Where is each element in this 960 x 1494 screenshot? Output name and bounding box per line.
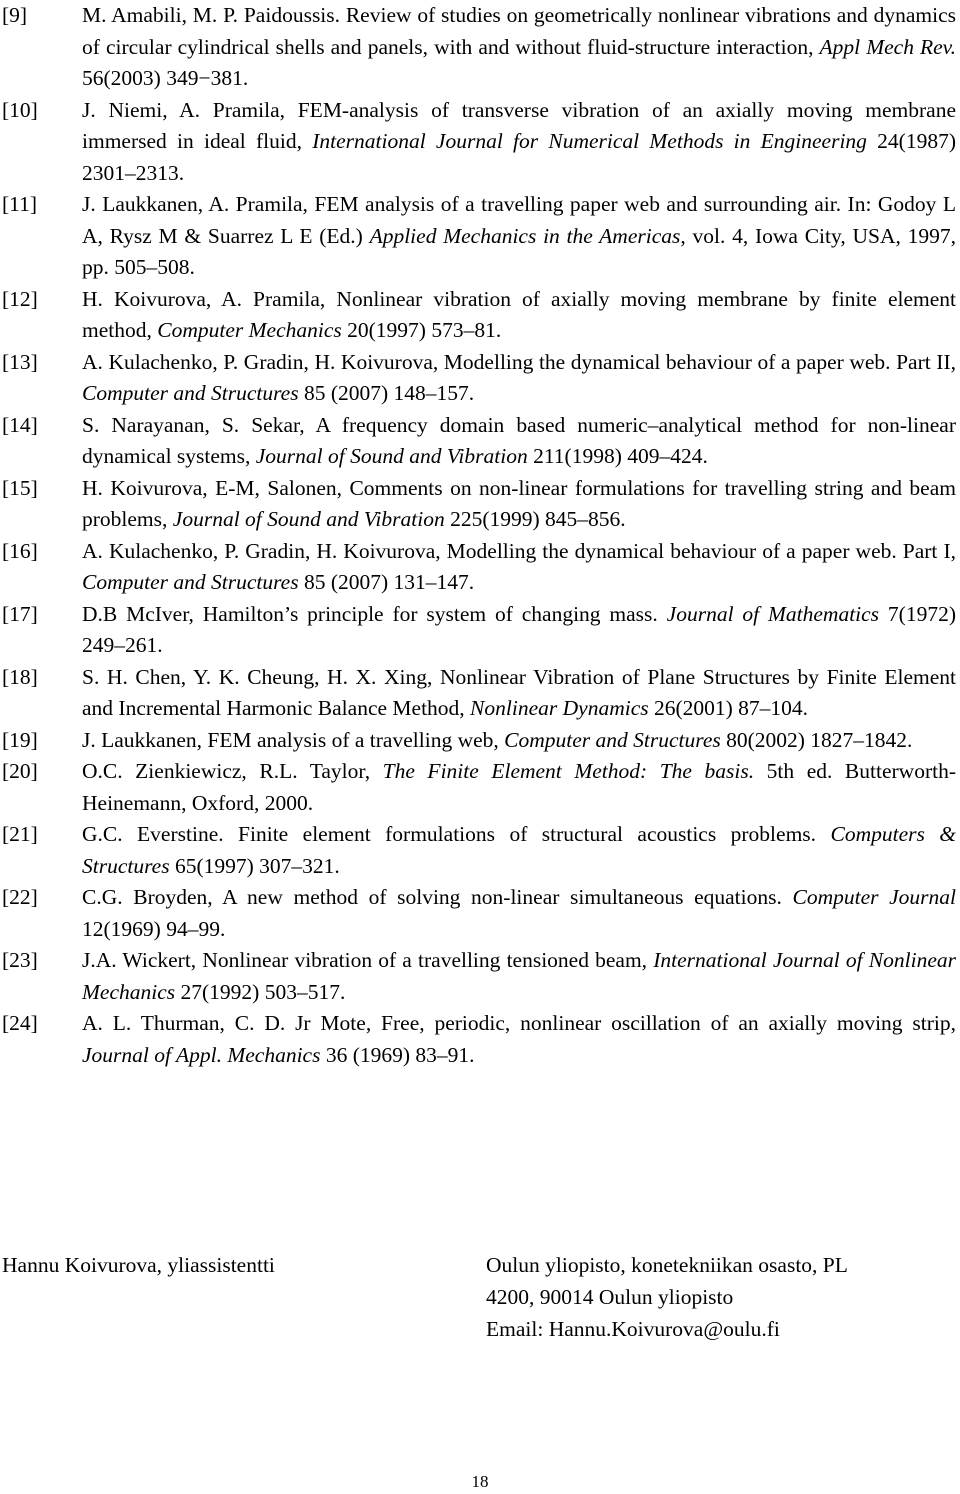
reference-item bbox=[2, 284, 956, 347]
reference-number: [23] bbox=[2, 948, 38, 972]
page-number: 18 bbox=[471, 1472, 489, 1491]
reference-item bbox=[2, 0, 956, 95]
reference-text-segment: 26(2001) 87–104. bbox=[648, 696, 809, 720]
reference-item bbox=[2, 536, 956, 599]
reference-number: [17] bbox=[2, 601, 38, 626]
reference-source-title: Journal of Appl. Mechanics bbox=[82, 1042, 321, 1067]
reference-text-segment: 225(1999) 845–856. bbox=[444, 507, 626, 531]
reference-text-segment: 65(1997) 307–321. bbox=[169, 853, 340, 878]
reference-item bbox=[2, 599, 956, 662]
reference-item bbox=[2, 410, 956, 473]
reference-text-segment: 36 (1969) 83–91. bbox=[320, 1042, 475, 1067]
reference-text-segment: , vol. 4, Iowa City, USA, 1997, pp. 505–508. bbox=[82, 223, 956, 279]
reference-item bbox=[2, 95, 956, 190]
reference-text-segment: 211(1998) 409–424. bbox=[527, 444, 708, 468]
reference-source-title: Journal of Sound and Vibration bbox=[255, 444, 528, 468]
reference-item bbox=[2, 189, 956, 284]
reference-text-segment: 85 (2007) 131–147. bbox=[298, 570, 475, 594]
reference-text bbox=[82, 662, 956, 725]
reference-text-segment: 5th ed. Butterworth-Heinemann, Oxford, 2000. bbox=[82, 759, 956, 815]
reference-item bbox=[2, 882, 956, 945]
reference-number: [22] bbox=[2, 885, 38, 909]
author-name: Hannu Koivurova, yliassistentti bbox=[2, 1253, 275, 1277]
reference-text-segment: 7(1972) 249–261. bbox=[82, 601, 956, 657]
reference-text-segment: 24(1987) 2301–2313. bbox=[82, 129, 956, 185]
reference-text-segment: A. L. Thurman, C. D. Jr Mote, Free, periodic, nonlinear oscillation of an axially moving strip, bbox=[82, 1011, 956, 1035]
email-line: Email: Hannu.Koivurova@oulu.fi bbox=[486, 1317, 780, 1341]
reference-item bbox=[2, 725, 956, 757]
reference-text-segment: 56(2003) 349−381. bbox=[82, 66, 249, 90]
reference-source-title: The Finite Element Method: The basis. bbox=[382, 759, 755, 783]
reference-number: [21] bbox=[2, 822, 38, 846]
reference-text bbox=[82, 473, 956, 536]
reference-text-segment: A. Kulachenko, P. Gradin, H. Koivurova, Modelling the dynamical behaviour of a paper web. Part II, bbox=[82, 349, 956, 374]
reference-text bbox=[82, 0, 956, 95]
reference-item bbox=[2, 945, 956, 1008]
reference-source-title: Applied Mechanics in the Americas bbox=[369, 223, 681, 248]
reference-source-title: Computer Journal bbox=[792, 885, 957, 909]
reference-source-title: Computer and Structures bbox=[82, 381, 299, 405]
reference-number: [20] bbox=[2, 759, 38, 783]
reference-number: [15] bbox=[2, 475, 38, 500]
reference-text-segment: H. Koivurova, E-M, Salonen, Comments on non-linear formulations for travelling string and beam problems, bbox=[82, 475, 956, 531]
reference-number: [9] bbox=[2, 3, 28, 27]
reference-text-segment: D.B McIver, Hamilton’s principle for system of changing mass. bbox=[82, 601, 667, 626]
address-line-1: Oulun yliopisto, konetekniikan osasto, PL bbox=[486, 1253, 848, 1277]
reference-text bbox=[82, 756, 956, 819]
reference-text-segment: O.C. Zienkiewicz, R.L. Taylor, bbox=[82, 759, 383, 783]
reference-text bbox=[82, 410, 956, 473]
reference-item bbox=[2, 347, 956, 410]
author-address bbox=[486, 1249, 956, 1345]
reference-source-title: Journal of Mathematics bbox=[666, 601, 880, 626]
reference-source-title: Journal of Sound and Vibration bbox=[172, 507, 445, 531]
reference-item bbox=[2, 662, 956, 725]
reference-source-title: Computer and Structures bbox=[82, 570, 299, 594]
reference-text bbox=[82, 347, 956, 410]
reference-number: [18] bbox=[2, 664, 38, 689]
reference-text-segment: J.A. Wickert, Nonlinear vibration of a travelling tensioned beam, bbox=[82, 948, 654, 972]
reference-number: [12] bbox=[2, 286, 38, 311]
reference-text bbox=[82, 95, 956, 190]
reference-text bbox=[82, 1008, 956, 1071]
reference-number: [13] bbox=[2, 349, 38, 374]
reference-source-title: Nonlinear Dynamics bbox=[470, 696, 649, 720]
reference-text-segment: J. Niemi, A. Pramila, FEM-analysis of transverse vibration of an axially moving membrane immersed in ideal fluid, bbox=[82, 97, 956, 153]
reference-source-title: International Journal for Numerical Methods in Engineering bbox=[312, 129, 867, 153]
reference-text-segment: G.C. Everstine. Finite element formulations of structural acoustics problems. bbox=[82, 822, 831, 846]
reference-text-segment: S. Narayanan, S. Sekar, A frequency domain based numeric–analytical method for non-linear dynamical systems, bbox=[82, 412, 956, 468]
reference-number: [24] bbox=[2, 1011, 38, 1035]
reference-text-segment: 20(1997) 573–81. bbox=[341, 318, 502, 342]
reference-source-title: Computers & Structures bbox=[82, 822, 957, 878]
reference-text-segment: H. Koivurova, A. Pramila, Nonlinear vibration of axially moving membrane by finite element method, bbox=[82, 286, 956, 342]
reference-item bbox=[2, 756, 956, 819]
reference-text-segment: 12(1969) 94–99. bbox=[82, 916, 226, 941]
reference-source-title: Computer and Structures bbox=[504, 727, 721, 752]
reference-item bbox=[2, 1008, 956, 1071]
reference-text bbox=[82, 284, 956, 347]
reference-source-title: International Journal of Nonlinear Mechanics bbox=[82, 948, 956, 1004]
reference-text bbox=[82, 882, 956, 945]
reference-text bbox=[82, 536, 956, 599]
reference-text-segment: S. H. Chen, Y. K. Cheung, H. X. Xing, Nonlinear Vibration of Plane Structures by Finite Element and Incremental Harmonic Balance Method, bbox=[82, 664, 956, 720]
reference-number: [10] bbox=[2, 97, 38, 122]
reference-text bbox=[82, 819, 956, 882]
reference-number: [11] bbox=[2, 192, 38, 216]
reference-text-segment: J. Laukkanen, A. Pramila, FEM analysis of a travelling paper web and surrounding air. In: Godoy L A, Rysz M & Suarrez L E (Ed.) bbox=[82, 192, 956, 248]
reference-list bbox=[2, 0, 956, 1071]
reference-text-segment: 85 (2007) 148–157. bbox=[298, 381, 475, 405]
reference-text-segment: 80(2002) 1827–1842. bbox=[720, 727, 913, 752]
reference-text-segment: M. Amabili, M. P. Paidoussis. Review of studies on geometrically nonlinear vibrations and dynamics of circular cylindrical shells and panels, with and without fluid-structure interaction, bbox=[82, 3, 956, 59]
reference-number: [19] bbox=[2, 727, 38, 752]
reference-text bbox=[82, 599, 956, 662]
reference-source-title: Appl Mech Rev. bbox=[819, 34, 956, 59]
reference-source-title: Computer Mechanics bbox=[157, 318, 342, 342]
reference-text bbox=[82, 189, 956, 284]
address-line-2: 4200, 90014 Oulun yliopisto bbox=[486, 1285, 734, 1309]
reference-text bbox=[82, 725, 956, 757]
reference-number: [16] bbox=[2, 538, 38, 563]
reference-text-segment: J. Laukkanen, FEM analysis of a travelling web, bbox=[82, 727, 505, 752]
reference-text-segment: C.G. Broyden, A new method of solving non-linear simultaneous equations. bbox=[82, 885, 793, 909]
reference-text bbox=[82, 945, 956, 1008]
reference-text-segment: A. Kulachenko, P. Gradin, H. Koivurova, Modelling the dynamical behaviour of a paper web. Part I, bbox=[82, 538, 956, 563]
reference-text-segment: 27(1992) 503–517. bbox=[175, 979, 346, 1004]
reference-item bbox=[2, 819, 956, 882]
reference-item bbox=[2, 473, 956, 536]
reference-number: [14] bbox=[2, 412, 38, 437]
